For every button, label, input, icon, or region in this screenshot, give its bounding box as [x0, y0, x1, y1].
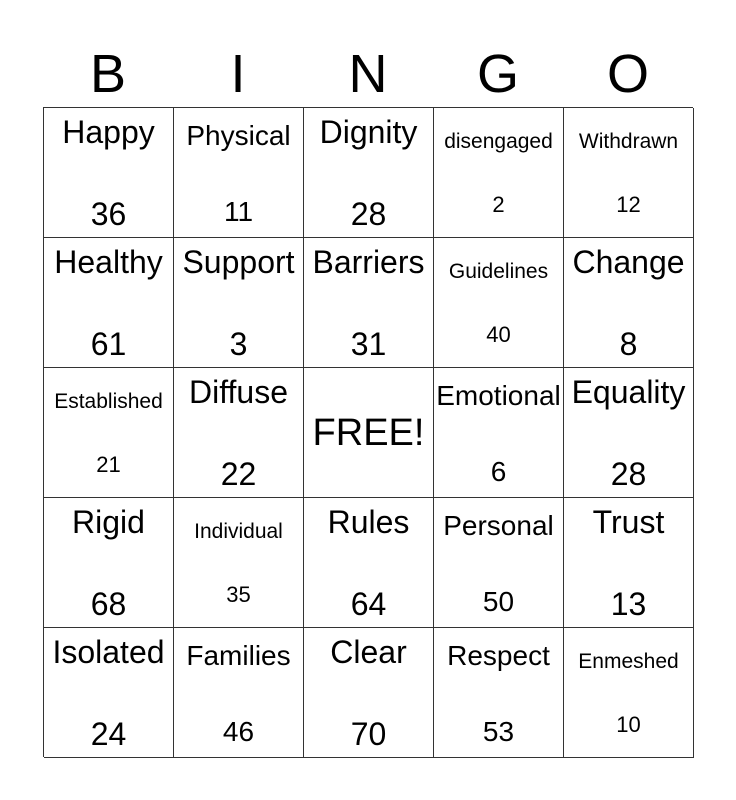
cell-word: disengaged [444, 130, 553, 153]
cell-number: 61 [90, 326, 127, 362]
cell-number: 2 [492, 192, 505, 217]
header-letter-g: G [476, 44, 519, 104]
cell-number: 35 [226, 582, 251, 607]
cell-number: 11 [223, 196, 254, 227]
bingo-cell[interactable] [44, 628, 174, 758]
cell-word: Withdrawn [578, 130, 679, 153]
cell-word: Physical [186, 120, 291, 151]
cell-word: Respect [447, 640, 550, 671]
header-letter-i: I [230, 44, 246, 104]
cell-word: Isolated [52, 634, 165, 670]
bingo-cell[interactable] [44, 238, 174, 368]
header-letter-b: B [89, 44, 127, 104]
cell-number: 12 [616, 192, 641, 217]
cell-number: 36 [90, 196, 127, 232]
cell-word: Support [182, 244, 295, 280]
cell-number: 10 [616, 712, 641, 737]
cell-word: Rules [327, 504, 410, 540]
bingo-cell[interactable] [304, 108, 434, 238]
cell-word: Happy [62, 114, 155, 150]
cell-word: Healthy [54, 244, 163, 280]
bingo-cell[interactable] [434, 368, 564, 498]
cell-word: Trust [592, 504, 665, 540]
bingo-cell[interactable] [304, 628, 434, 758]
cell-word: Families [186, 640, 291, 671]
bingo-cell[interactable] [304, 238, 434, 368]
cell-word: Clear [330, 634, 407, 670]
bingo-header [43, 40, 693, 108]
cell-number: 50 [482, 586, 515, 617]
cell-word: Change [572, 244, 685, 280]
cell-word: Diffuse [188, 374, 288, 410]
cell-number: 70 [350, 716, 387, 752]
bingo-cell[interactable] [564, 108, 694, 238]
bingo-cell[interactable] [174, 628, 304, 758]
cell-number: 28 [610, 456, 647, 492]
bingo-cell[interactable] [564, 238, 694, 368]
cell-word: Personal [443, 510, 554, 541]
cell-word: Equality [571, 374, 686, 410]
cell-number: 21 [96, 452, 121, 477]
cell-word: Emotional [436, 380, 561, 411]
cell-number: 46 [222, 716, 255, 747]
header-letter-o: O [606, 44, 649, 104]
cell-number: 6 [490, 456, 507, 487]
bingo-cell[interactable] [434, 498, 564, 628]
header-letter-n: N [348, 44, 388, 104]
cell-number: 31 [350, 326, 387, 362]
bingo-cell[interactable] [174, 498, 304, 628]
bingo-cell[interactable] [44, 108, 174, 238]
bingo-cell[interactable] [44, 368, 174, 498]
bingo-cell[interactable] [174, 368, 304, 498]
bingo-cell[interactable] [174, 238, 304, 368]
cell-number: 68 [90, 586, 127, 622]
free-space-cell[interactable] [304, 368, 434, 498]
bingo-cell[interactable] [564, 628, 694, 758]
bingo-cell[interactable] [174, 108, 304, 238]
cell-number: 64 [350, 586, 387, 622]
bingo-cell[interactable] [434, 108, 564, 238]
cell-number: 28 [350, 196, 387, 232]
cell-number: 24 [90, 716, 127, 752]
bingo-cell[interactable] [564, 498, 694, 628]
cell-word: Barriers [312, 244, 425, 280]
cell-number: 22 [220, 456, 257, 492]
cell-word: Guidelines [448, 260, 549, 283]
bingo-cell[interactable] [564, 368, 694, 498]
bingo-cell[interactable] [304, 498, 434, 628]
cell-number: 40 [486, 322, 511, 347]
cell-number: 3 [229, 326, 248, 362]
bingo-cell[interactable] [434, 628, 564, 758]
cell-number: 13 [610, 586, 647, 622]
bingo-board [43, 107, 693, 757]
cell-word: Rigid [72, 504, 145, 540]
cell-number: 53 [482, 716, 515, 747]
cell-word: Established [54, 390, 163, 413]
cell-word: Enmeshed [578, 650, 679, 673]
free-space-label: FREE! [312, 412, 425, 454]
cell-word: Individual [194, 520, 283, 543]
cell-number: 8 [619, 326, 638, 362]
cell-word: Dignity [319, 114, 418, 150]
bingo-cell[interactable] [44, 498, 174, 628]
bingo-cell[interactable] [434, 238, 564, 368]
